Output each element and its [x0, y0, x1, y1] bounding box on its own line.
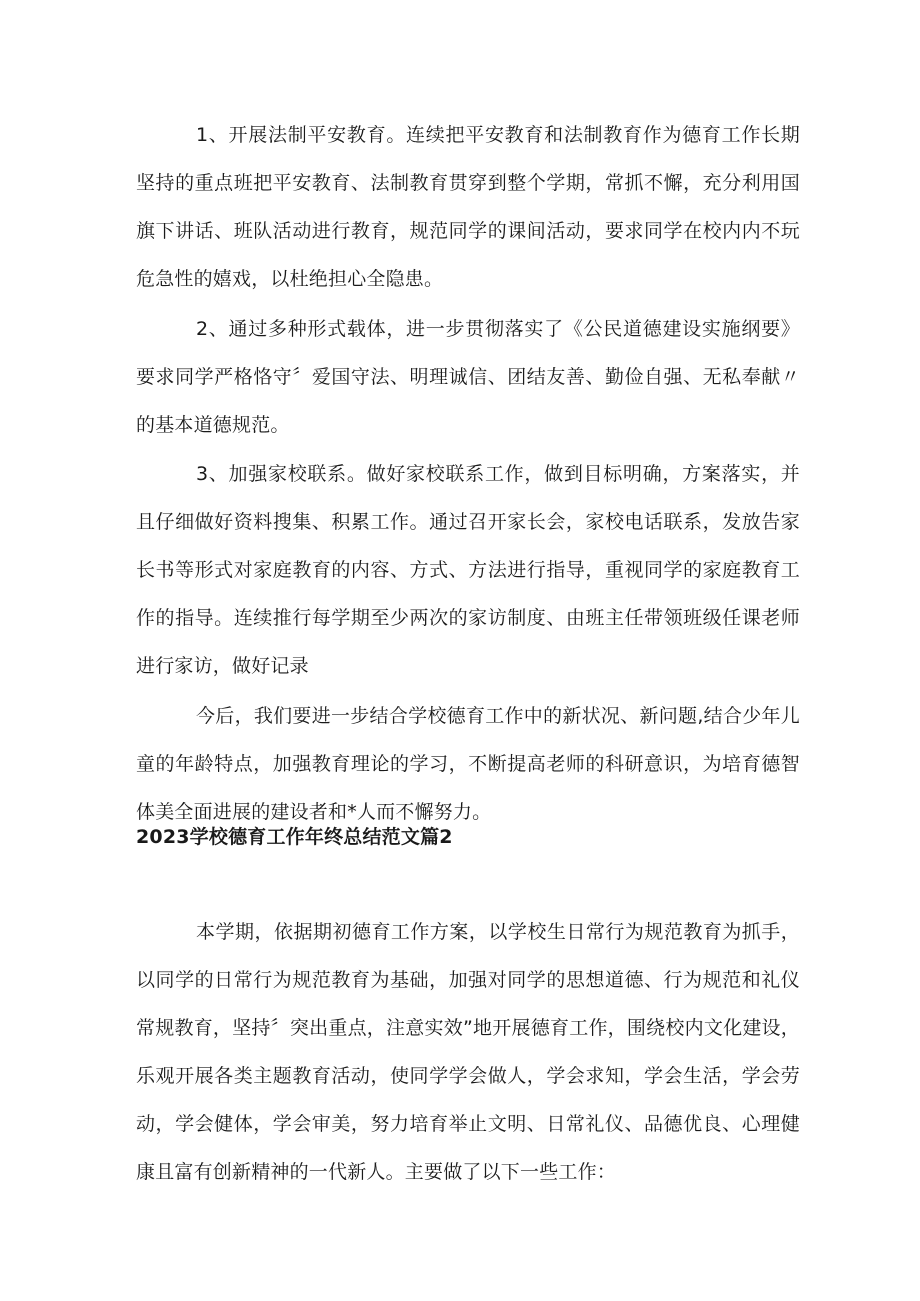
paragraph-home-school-contact: 3、加强家校联系。做好家校联系工作，做到目标明确，方案落实，并且仔细做好资料搜集、积累工作。通过召开家长会，家校电话联系，发放告家长书等形式对家庭教育的内容、方式、方法进行指导，重视同学的家庭教育工作的指导。连续推行每学期至少两次的家访制度、由班主任带领班级任课老师进行家访，做好记录	[136, 463, 800, 677]
paragraph-future-plans: 今后，我们要进一步结合学校德育工作中的新状况、新问题,结合少年儿童的年龄特点，加强教育理论的学习，不断提高老师的科研意识，为培育德智体美全面进展的建设者和*人而不懈努力。	[136, 705, 800, 823]
section-heading: 2023学校德育工作年终总结范文篇2	[136, 826, 453, 848]
paragraph-semester-overview: 本学期，依据期初德育工作方案，以学校生日常行为规范教育为抓手，以同学的日常行为规范教育为基础，加强对同学的思想道德、行为规范和礼仪常规教育，坚持〞突出重点，注意实效”地开展德育工作，围绕校内文化建设，乐观开展各类主题教育活动，使同学学会做人，学会求知，学会生活，学会劳动，学会健体，学会审美，努力培育举止文明、日常礼仪、品德优良、心理健康且富有创新精神的一代新人。主要做了以下一些工作：	[136, 921, 800, 1183]
paragraph-moral-norms: 2、通过多种形式载体，进一步贯彻落实了《公民道德建设实施纲要》要求同学严格恪守〞爱国守法、明理诚信、团结友善、勤俭自强、无私奉献〃的基本道德规范。	[136, 318, 800, 436]
paragraph-safety-education: 1、开展法制平安教育。连续把平安教育和法制教育作为德育工作长期坚持的重点班把平安教育、法制教育贯穿到整个学期，常抓不懈，充分利用国旗下讲话、班队活动进行教育，规范同学的课间活动，要求同学在校内内不玩危急性的嬉戏，以杜绝担心全隐患。	[136, 124, 800, 290]
